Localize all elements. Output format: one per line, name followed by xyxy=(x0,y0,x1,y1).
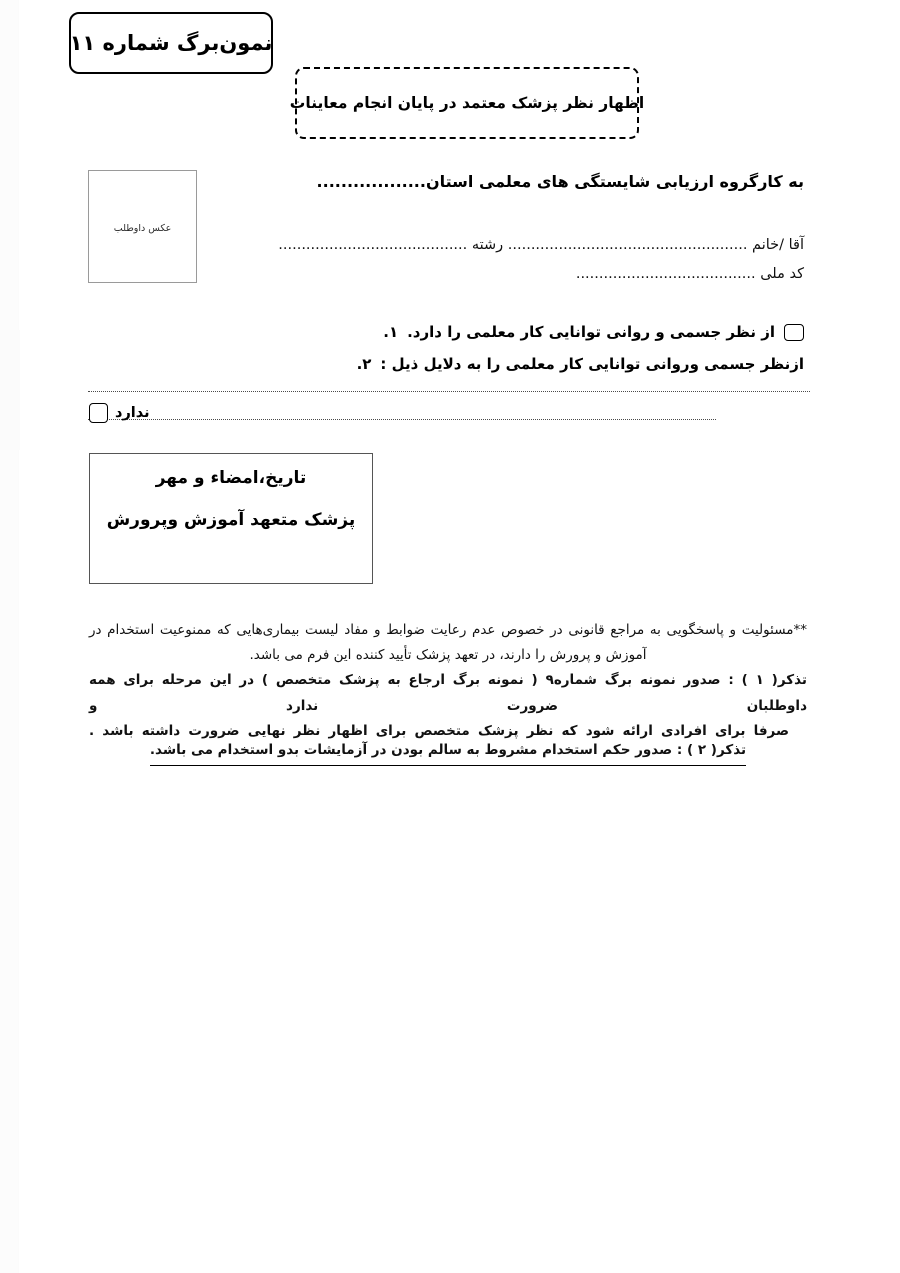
note-1-line-1: تذکر( ۱ ) : صدور نمونه برگ شماره۹ ( نمونه برگ ارجاع به پزشک متخصص ) در این مرحله برای همه داوطلبان ضرورت ندارد و xyxy=(89,672,807,714)
candidate-photo-label: عکس داوطلب xyxy=(113,223,172,234)
note-2-text: تذکر( ۲ ) : صدور حکم استخدام مشروط به سالم بودن در آزمایشات بدو استخدام می باشد. xyxy=(150,738,746,766)
form-title-box xyxy=(289,67,645,139)
statement-1-number: ۱. xyxy=(383,323,399,341)
statement-1-text: از نظر جسمی و روانی توانایی کار معلمی را دارد. xyxy=(407,323,775,341)
nadarad-label: ندارد xyxy=(115,405,150,421)
reasons-write-line-2[interactable] xyxy=(88,418,716,420)
national-code-field-line[interactable]: کد ملی ....................................... xyxy=(575,266,804,282)
note-1-line-2: صرفا برای افرادی ارائه شود که نظر پزشک متخصص برای اظهار نظر نهایی ضرورت داشته باشد . xyxy=(89,723,789,740)
checkbox-nadarad[interactable] xyxy=(89,403,108,423)
form-number-badge xyxy=(69,12,273,74)
statement-reasons xyxy=(357,355,804,373)
scan-edge-artifact-lower xyxy=(0,330,20,450)
checkbox-fit-for-duty[interactable] xyxy=(784,324,804,341)
footnote-responsibility: **مسئولیت و پاسخگویی به مراجع قانونی در خصوص عدم رعایت ضوابط و مفاد لیست بیماری‌هایی که ممنوعیت استخدام در آموزش و پرورش را دارند، در تعهد پزشک تأیید کننده این فرم می باشد. xyxy=(89,622,807,663)
scan-edge-artifact xyxy=(0,0,19,1273)
candidate-photo-placeholder xyxy=(88,170,197,283)
form-title-label: اظهار نظر پزشک معتمد در پایان انجام معاینات xyxy=(289,94,645,112)
signature-doctor-label: پزشک متعهد آموزش وپرورش xyxy=(106,510,356,530)
note-1 xyxy=(89,668,807,745)
statement-2-number: ۲. xyxy=(356,355,372,373)
form-number-label: نمون‌برگ شماره ۱۱ xyxy=(69,30,273,55)
reasons-write-line-1[interactable] xyxy=(88,390,810,392)
signature-date-label: تاریخ،امضاء و مهر xyxy=(155,468,307,488)
nadarad-checkbox-row xyxy=(89,403,150,423)
statement-fit-for-duty xyxy=(383,323,804,341)
addressee-heading: به کارگروه ارزیابی شایستگی های معلمی استان.................. xyxy=(316,172,804,191)
statement-2-text: ازنظر جسمی وروانی توانایی کار معلمی را به دلایل ذیل : xyxy=(380,355,804,373)
signature-stamp-box xyxy=(89,453,373,584)
note-2 xyxy=(89,738,807,766)
applicant-name-field-line[interactable]: آقا /خانم .................................................... رشته ......................................... xyxy=(278,237,804,253)
